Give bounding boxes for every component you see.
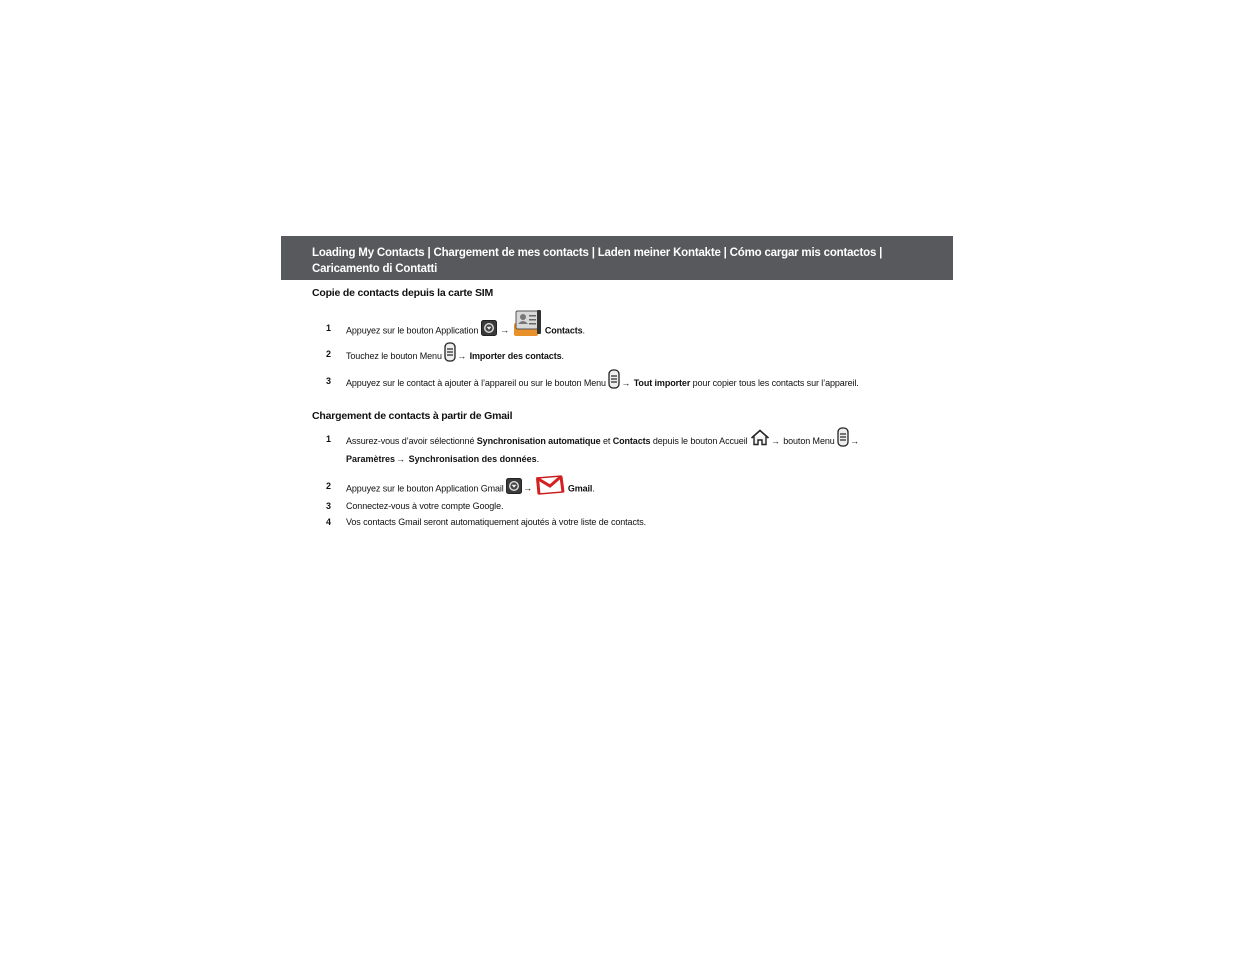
- list-item: [326, 323, 585, 336]
- step-text: .: [582, 325, 585, 336]
- arrow: →: [457, 350, 467, 361]
- step-number: 3: [326, 501, 331, 511]
- step-text: Assurez-vous d’avoir sélectionné: [346, 435, 477, 446]
- list-item: [326, 481, 595, 494]
- arrow: →: [523, 483, 533, 494]
- step-text: Connectez-vous à votre compte Google.: [346, 501, 504, 511]
- arrow: →: [850, 435, 859, 446]
- arrow: →: [500, 325, 510, 336]
- step-text: et: [600, 435, 613, 446]
- gmail-app-icon: [535, 475, 565, 497]
- step-number: 1: [326, 434, 331, 444]
- header-banner: [281, 236, 953, 280]
- step-number: 2: [326, 349, 331, 359]
- step-number: 1: [326, 323, 331, 333]
- step-emphasis: Contacts: [544, 325, 583, 336]
- page-title: Loading My Contacts | Chargement de mes contacts | Laden meiner Kontakte | Cómo cargar mis contactos | Caricamento di Contatti: [312, 247, 883, 275]
- application-launcher-icon: [481, 320, 497, 338]
- step-emphasis: Tout importer: [633, 377, 691, 388]
- step-emphasis: Importer des contacts: [469, 350, 562, 361]
- list-item: [326, 517, 647, 527]
- step-emphasis: Gmail: [567, 483, 593, 494]
- list-item: [326, 501, 504, 511]
- step-text: Appuyez sur le contact à ajouter à l’appareil ou sur le bouton Menu: [346, 377, 606, 388]
- section-title-gmail: Chargement de contacts à partir de Gmail: [312, 410, 513, 422]
- menu-key-icon: [444, 342, 456, 364]
- step-text: depuis le bouton Accueil: [650, 435, 748, 446]
- step-text: Vos contacts Gmail seront automatiquement ajoutés à votre liste de contacts.: [346, 517, 647, 527]
- home-key-icon: [750, 429, 770, 448]
- application-launcher-icon: [506, 478, 522, 496]
- step-number: 2: [326, 481, 331, 491]
- menu-key-icon: [608, 369, 620, 391]
- list-item: [326, 434, 859, 446]
- step-number: 4: [326, 517, 331, 527]
- arrow: →: [621, 377, 631, 388]
- step-text: Appuyez sur le bouton Application: [346, 325, 479, 336]
- step-emphasis: Synchronisation automatique: [476, 435, 601, 446]
- step-text: bouton Menu: [780, 435, 835, 446]
- step-number: 3: [326, 376, 331, 386]
- step-text: Touchez le bouton Menu: [346, 350, 442, 361]
- step-text: Appuyez sur le bouton Application Gmail: [346, 483, 504, 494]
- contacts-app-icon: [512, 309, 542, 339]
- step-text: .: [592, 483, 595, 494]
- section-title-sim: Copie de contacts depuis la carte SIM: [312, 287, 494, 299]
- arrow: →: [396, 454, 406, 464]
- step-text: pour copier tous les contacts sur l’appareil.: [690, 377, 859, 388]
- menu-key-icon: [837, 427, 849, 449]
- step-emphasis: Paramètres: [346, 454, 396, 464]
- step-text: .: [561, 350, 564, 361]
- arrow: →: [770, 435, 780, 446]
- step-emphasis: Contacts: [612, 435, 651, 446]
- list-item: [326, 376, 859, 388]
- list-item: [326, 349, 564, 361]
- step-emphasis: Synchronisation des données: [408, 454, 537, 464]
- list-item-continuation: [346, 454, 539, 464]
- step-text: .: [536, 454, 540, 464]
